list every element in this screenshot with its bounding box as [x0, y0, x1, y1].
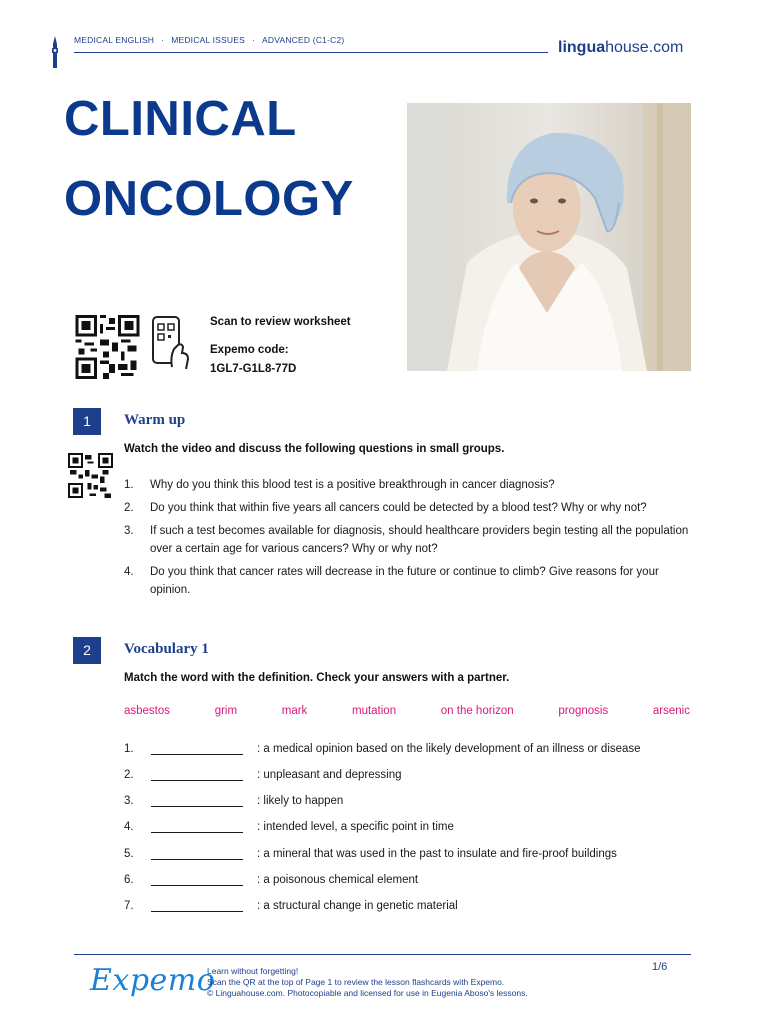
big-ben-icon [50, 36, 60, 68]
vocab-word[interactable]: arsenic [652, 705, 690, 717]
vocab-word[interactable]: grim [214, 705, 238, 717]
section-number: 1 [73, 408, 101, 435]
list-item: 1. Why do you think this blood test is a positive breakthrough in cancer diagnosis? [124, 479, 555, 491]
vocab-word[interactable]: on the horizon [440, 705, 514, 717]
breadcrumb: MEDICAL ENGLISH · MEDICAL ISSUES · ADVANCED (C1-C2) [74, 35, 345, 45]
answer-blank[interactable] [151, 847, 243, 860]
video-qr-code-icon[interactable] [68, 453, 113, 498]
vocab-word[interactable]: mutation [351, 705, 397, 717]
title-line: CLINICAL [64, 92, 297, 146]
answer-blank[interactable] [151, 768, 243, 781]
footer-divider [74, 954, 691, 955]
phone-scan-icon [150, 315, 190, 371]
section-instruction: Watch the video and discuss the following questions in small groups. [124, 443, 505, 455]
expemo-code: 1GL7-G1L8-77D [210, 363, 297, 375]
list-item: 6. : a poisonous chemical element [124, 874, 419, 886]
question-list [124, 476, 694, 604]
answer-blank[interactable] [151, 873, 243, 886]
breadcrumb-item[interactable]: MEDICAL ISSUES [171, 35, 245, 45]
expemo-logo[interactable]: Expemo [90, 963, 216, 998]
breadcrumb-item[interactable]: MEDICAL ENGLISH [74, 35, 155, 45]
footer-text: Learn without forgetting! Scan the QR at the top of Page 1 to review the lesson flashcards with Expemo. © Linguahouse.com. Photocopiable and licensed for use in Eugenia Aboso's lessons. [207, 966, 528, 998]
section-instruction: Match the word with the definition. Check your answers with a partner. [124, 672, 510, 684]
scan-info [210, 313, 351, 379]
list-item: 7. : a structural change in genetic material [124, 900, 458, 912]
title-line: ONCOLOGY [64, 172, 354, 226]
vocab-word[interactable]: prognosis [558, 705, 609, 717]
section-number: 2 [73, 637, 101, 664]
expemo-code-label: Expemo code: [210, 344, 289, 356]
section-title: Warm up [124, 412, 186, 428]
list-item: 1. : a medical opinion based on the likely development of an illness or disease [124, 743, 641, 755]
answer-blank[interactable] [151, 820, 243, 833]
list-item: 3. : likely to happen [124, 795, 344, 807]
page-title [64, 92, 354, 252]
page-number: 1/6 [652, 961, 668, 973]
brand-logo[interactable]: linguahouse.com [558, 39, 684, 56]
answer-blank[interactable] [151, 899, 243, 912]
list-item: 2. Do you think that within five years all cancers could be detected by a blood test? Why or why not? [124, 502, 647, 514]
breadcrumb-item[interactable]: ADVANCED (C1-C2) [262, 35, 345, 45]
vocab-word[interactable]: asbestos [124, 705, 171, 717]
patient-photo [407, 103, 691, 371]
list-item: 3. If such a test becomes available for diagnosis, should healthcare providers begin testing all the population over a certain age for various cancers? Why or why not? [124, 525, 689, 555]
section-title: Vocabulary 1 [124, 641, 209, 657]
word-bank [124, 705, 690, 717]
list-item: 2. : unpleasant and depressing [124, 769, 402, 781]
list-item: 4. : intended level, a specific point in time [124, 821, 454, 833]
list-item: 5. : a mineral that was used in the past to insulate and fire-proof buildings [124, 848, 617, 860]
vocab-word[interactable]: mark [281, 705, 308, 717]
answer-blank[interactable] [151, 794, 243, 807]
qr-code-icon[interactable] [74, 315, 141, 379]
list-item: 4. Do you think that cancer rates will decrease in the future or continue to climb? Give reasons for your opinion. [124, 566, 659, 596]
answer-blank[interactable] [151, 742, 243, 755]
scan-label: Scan to review worksheet [210, 316, 351, 328]
header-divider [74, 52, 548, 53]
